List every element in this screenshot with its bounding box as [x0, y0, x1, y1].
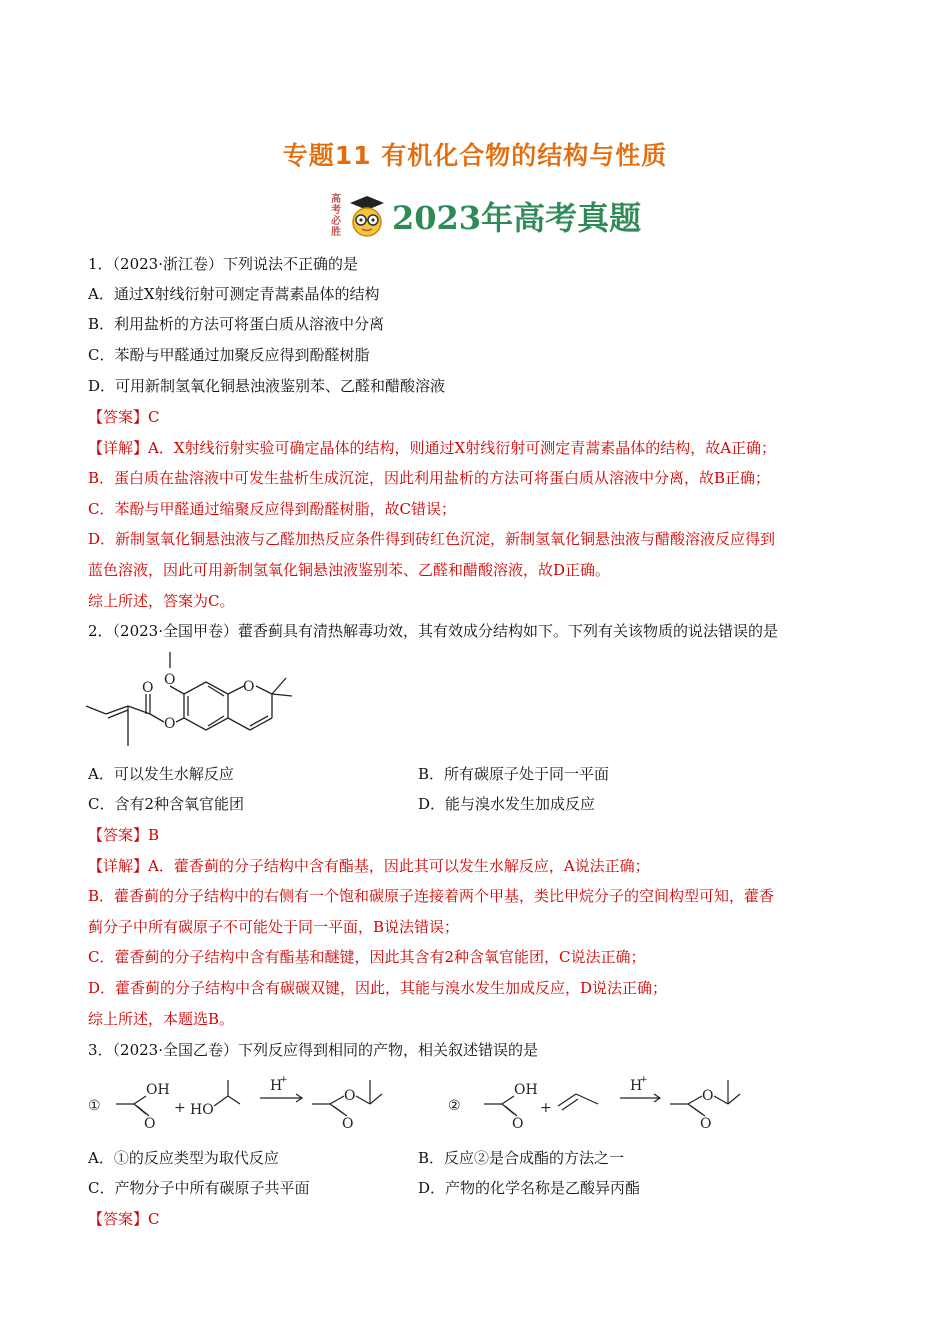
q2-explanation-line: D．藿香蓟的分子结构中含有碳碳双键，因此，其能与溴水发生加成反应，D说法正确；	[88, 979, 668, 997]
q2-option-a: A．可以发生水解反应	[88, 765, 234, 783]
reaction-1-marker: ①	[88, 1098, 101, 1114]
catalyst-label: H	[270, 1078, 283, 1094]
q2-explanation-line: C．藿香蓟的分子结构中含有酯基和醚键，因此其含有2种含氧官能团，C说法正确；	[88, 948, 646, 966]
q2-explanation-line: 综上所述，本题选B。	[88, 1010, 235, 1028]
reaction-2-marker: ②	[448, 1098, 461, 1114]
label-oh: OH	[514, 1082, 538, 1098]
q1-answer: 【答案】C	[88, 408, 160, 426]
ageratochromene-structure	[80, 646, 300, 752]
q2-option-c: C．含有2种含氧官能团	[88, 795, 245, 813]
q1-option-a: A．通过X射线衍射可测定青蒿素晶体的结构	[88, 285, 380, 303]
label-oh: OH	[146, 1082, 170, 1098]
q3-option-d: D．产物的化学名称是乙酸异丙酯	[418, 1179, 641, 1197]
scholar-mascot-icon	[346, 194, 388, 238]
q3-reactions	[80, 1068, 780, 1136]
q1-stem: 1．（2023·浙江卷）下列说法不正确的是	[88, 255, 358, 273]
page-title: 专题11 有机化合物的结构与性质	[282, 141, 668, 170]
plus-sign: +	[174, 1100, 186, 1116]
q1-explanation-line: B．蛋白质在盐溶液中可发生盐析生成沉淀，因此利用盐析的方法可将蛋白质从溶液中分离，故B正确；	[88, 469, 771, 487]
q2-stem: 2．（2023·全国甲卷）藿香蓟具有清热解毒功效，其有效成分结构如下。下列有关该物质的说法错误的是	[88, 622, 778, 640]
q1-explanation-line: 【详解】A．X射线衍射实验可确定晶体的结构，则通过X射线衍射可测定青蒿素晶体的结构，故A正确；	[88, 439, 777, 457]
label-o: O	[702, 1088, 714, 1104]
q3-option-a: A．①的反应类型为取代反应	[88, 1149, 279, 1167]
plus-sign: +	[540, 1100, 552, 1116]
q2-option-b: B．所有碳原子处于同一平面	[418, 765, 610, 783]
catalyst-charge: +	[280, 1075, 288, 1085]
q1-option-d: D．可用新制氢氧化铜悬浊液鉴别苯、乙醛和醋酸溶液	[88, 377, 446, 395]
q2-explanation-line: B．藿香蓟的分子结构中的右侧有一个饱和碳原子连接着两个甲基，类比甲烷分子的空间构型可知，藿香	[88, 887, 775, 905]
q1-explanation-line: D．新制氢氧化铜悬浊液与乙醛加热反应条件得到砖红色沉淀，新制氢氧化铜悬浊液与醋酸溶液反应得到	[88, 530, 776, 548]
q1-explanation-line: 蓝色溶液，因此可用新制氢氧化铜悬浊液鉴别苯、乙醛和醋酸溶液，故D正确。	[88, 561, 611, 579]
catalyst-charge: +	[640, 1075, 648, 1085]
banner-title: 2023年高考真题	[392, 199, 642, 237]
banner-vertical-text: 高考必胜	[331, 194, 341, 238]
q3-option-c: C．产物分子中所有碳原子共平面	[88, 1179, 310, 1197]
catalyst-label: H	[630, 1078, 643, 1094]
q1-option-b: B．利用盐析的方法可将蛋白质从溶液中分离	[88, 315, 385, 333]
q3-answer: 【答案】C	[88, 1210, 160, 1228]
q3-stem: 3．（2023·全国乙卷）下列反应得到相同的产物，相关叙述错误的是	[88, 1041, 538, 1059]
q3-option-b: B．反应②是合成酯的方法之一	[418, 1149, 625, 1167]
label-o: O	[342, 1116, 354, 1132]
q1-option-c: C．苯酚与甲醛通过加聚反应得到酚醛树脂	[88, 346, 370, 364]
q1-explanation-line: C．苯酚与甲醛通过缩聚反应得到酚醛树脂，故C错误；	[88, 500, 456, 518]
q2-option-d: D．能与溴水发生加成反应	[418, 795, 596, 813]
label-o: O	[144, 1116, 156, 1132]
struct-label-o: O	[243, 679, 255, 695]
label-ho: HO	[190, 1102, 214, 1118]
q1-explanation-line: 综上所述，答案为C。	[88, 592, 235, 610]
label-o: O	[512, 1116, 524, 1132]
q2-explanation-line: 【详解】A．藿香蓟的分子结构中含有酯基，因此其可以发生水解反应，A说法正确；	[88, 857, 650, 875]
q2-explanation-line: 蓟分子中所有碳原子不可能处于同一平面，B说法错误；	[88, 918, 460, 936]
label-o: O	[344, 1088, 356, 1104]
struct-label-o: O	[142, 680, 154, 696]
q2-answer: 【答案】B	[88, 826, 160, 844]
struct-label-o: O	[164, 672, 176, 688]
exam-banner	[330, 192, 641, 240]
struct-label-o: O	[164, 716, 176, 732]
label-o: O	[700, 1116, 712, 1132]
